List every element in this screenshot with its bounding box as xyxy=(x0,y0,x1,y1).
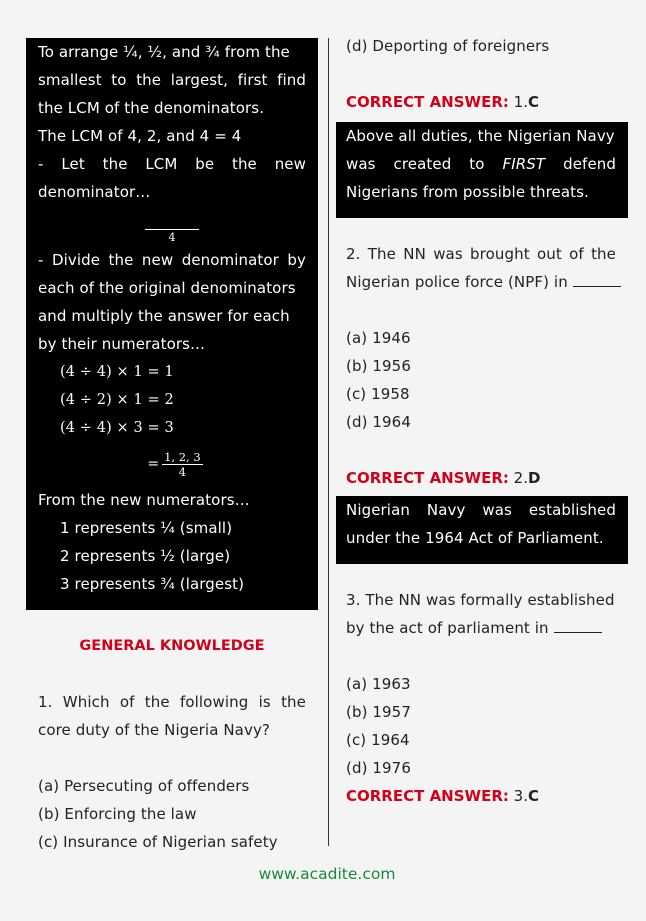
fraction-denominator: 4 xyxy=(168,231,176,244)
explanation-line xyxy=(346,150,616,178)
explanation-line: under the 1964 Act of Parliament. xyxy=(346,529,604,547)
explanation-line: Nigerians from possible threats. xyxy=(346,183,589,201)
lcm-explanation-box xyxy=(26,38,318,610)
emphasis-text: FIRST xyxy=(502,155,546,173)
answer-number: 1. xyxy=(513,93,528,111)
represents-line: 2 represents ½ (large) xyxy=(60,547,231,565)
box-line: The LCM of 4, 2, and 4 = 4 xyxy=(38,127,242,145)
equation: (4 ÷ 4) × 1 = 1 xyxy=(60,364,174,380)
left-column xyxy=(26,38,318,856)
explanation-text: was created to xyxy=(346,155,503,173)
option: (b) Enforcing the law xyxy=(38,805,197,823)
option: (a) 1963 xyxy=(346,675,411,693)
general-knowledge-section xyxy=(26,610,318,856)
website-footer: www.acadite.com xyxy=(258,865,396,883)
empty-fraction xyxy=(38,206,306,246)
question-line: 1. Which of the following is the xyxy=(38,693,306,711)
column-divider xyxy=(328,38,329,846)
option: (d) Deporting of foreigners xyxy=(346,37,550,55)
equation: (4 ÷ 4) × 3 = 3 xyxy=(60,420,174,436)
question-line: 3. The NN was formally established xyxy=(346,591,615,609)
correct-answer-label: CORRECT ANSWER: xyxy=(346,787,509,805)
box-line: and multiply the answer for each xyxy=(38,307,290,325)
box-line: To arrange ¼, ½, and ¾ from the xyxy=(38,43,290,61)
explanation-line: Above all duties, the Nigerian Navy xyxy=(346,127,615,145)
right-column xyxy=(336,38,628,810)
option: (b) 1956 xyxy=(346,357,411,375)
answer-letter: C xyxy=(527,93,539,111)
box-line: the LCM of the denominators. xyxy=(38,99,265,117)
correct-answer xyxy=(336,782,628,810)
option: (a) 1946 xyxy=(346,329,411,347)
answer-letter: D xyxy=(527,469,541,487)
correct-answer xyxy=(336,88,628,116)
box-line: by their numerators… xyxy=(38,335,206,353)
fraction xyxy=(162,450,203,479)
answer-number: 3. xyxy=(513,787,528,805)
question-line: 2. The NN was brought out of the xyxy=(346,245,616,263)
correct-answer xyxy=(336,464,628,492)
correct-answer-label: CORRECT ANSWER: xyxy=(346,93,509,111)
answer-explanation-box xyxy=(336,122,628,218)
explanation-line: Nigerian Navy was established xyxy=(346,501,616,519)
option: (a) Persecuting of offenders xyxy=(38,777,250,795)
answer-blank xyxy=(554,619,602,633)
equals-sign: = xyxy=(147,456,160,472)
equation: (4 ÷ 2) × 1 = 2 xyxy=(60,392,174,408)
answer-blank xyxy=(573,273,621,287)
fraction-denominator: 4 xyxy=(178,464,187,479)
explanation-text: defend xyxy=(545,155,616,173)
question-line xyxy=(336,614,628,642)
box-line: - Let the LCM be the new xyxy=(38,155,306,173)
question-text: Nigerian police force (NPF) in xyxy=(346,273,568,291)
question-line xyxy=(336,268,628,296)
fraction-numerator: 1, 2, 3 xyxy=(164,449,201,464)
option: (b) 1957 xyxy=(346,703,411,721)
answer-explanation-box xyxy=(336,496,628,564)
correct-answer-label: CORRECT ANSWER: xyxy=(346,469,509,487)
box-line: - Divide the new denominator by xyxy=(38,251,306,269)
section-heading: GENERAL KNOWLEDGE xyxy=(79,638,265,654)
question-line: core duty of the Nigeria Navy? xyxy=(38,721,270,739)
answer-letter: C xyxy=(527,787,539,805)
option: (d) 1964 xyxy=(346,413,411,431)
answer-number: 2. xyxy=(513,469,528,487)
option: (c) 1958 xyxy=(346,385,410,403)
option: (d) 1976 xyxy=(346,759,411,777)
option: (c) 1964 xyxy=(346,731,410,749)
box-line: smallest to the largest, first find xyxy=(38,71,306,89)
fraction-bar xyxy=(145,229,199,230)
result-fraction xyxy=(38,442,306,486)
box-line: denominator… xyxy=(38,183,151,201)
represents-line: 3 represents ¾ (largest) xyxy=(60,575,245,593)
question-text: by the act of parliament in xyxy=(346,619,549,637)
represents-line: 1 represents ¼ (small) xyxy=(60,519,233,537)
box-line: From the new numerators… xyxy=(38,491,250,509)
option: (c) Insurance of Nigerian safety xyxy=(38,833,278,851)
box-line: each of the original denominators xyxy=(38,279,296,297)
